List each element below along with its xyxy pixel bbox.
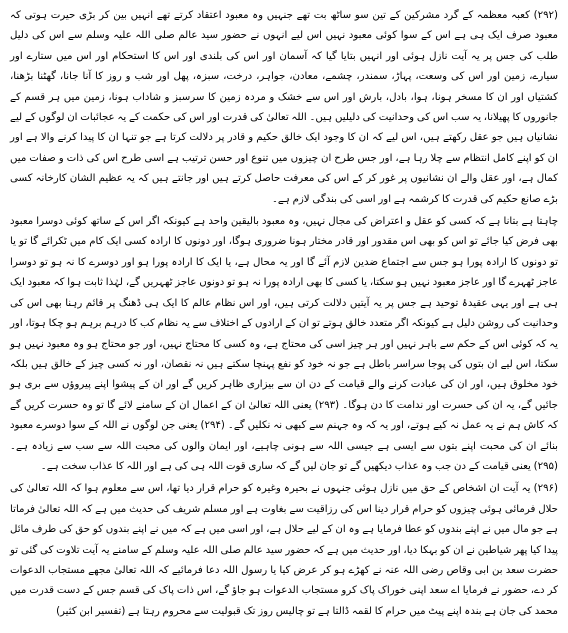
commentary-paragraph-2: چاہتا ہے بتانا ہے کہ کسی کو عقل و اعتراض کی مجال نہیں، وہ معبود بالیقین واحد ہے کیونکہ اگر اس کے ساتھ کوئی دوسرا معبود بھی فرض کیا جائے تو اس کو بھی اس مقدور اور قادر مختار ہونا ضروری ہوگا، اور دونوں کا ارادہ کسی ایک کام میں ٹکرائے گا تو یا تو دونوں کا ارادہ پورا ہو جس سے اجتماع ضدین لازم آئے گا اور یہ محال ہے، یا ایک کا ارادہ پورا ہو اور دوسرے کا نہ ہو تو دوسرا عاجز ٹھہرے گا اور عاجز معبود نہیں ہو سکتا، یا کسی کا بھی ارادہ پورا نہ ہو تو دونوں عاجز ٹھہریں گے، لہٰذا ثابت ہوا کہ معبود ایک ہی ہے اور یہی عقیدۂ توحید ہے جس پر یہ آیتیں دلالت کرتی ہیں، اور اس نظام عالم کا ایک ہی ڈھنگ پر قائم رہنا بھی اس کی وحدانیت کی روشن دلیل ہے کیونکہ اگر متعدد خالق ہوتے تو ان کے ارادوں کے اختلاف سے یہ نظام کب کا درہم برہم ہو چکا ہوتا، اور یہ کہ کوئی اس کے حکم سے باہر نہیں اور ہر چیز اسی کی محتاج ہے، وہ کسی کا محتاج نہیں، اور جو محتاج ہو وہ معبود نہیں ہو سکتا، اس لیے ان بتوں کی پوجا سراسر باطل ہے جو نہ خود کو نفع پہنچا سکتے ہیں نہ نقصان، اور نہ کسی چیز کے خالق ہیں بلکہ خود مخلوق ہیں، اور ان کی عبادت کرنے والے قیامت کے دن ان سے بیزاری ظاہر کریں گے اور ان کے پیشوا اپنے پیروؤں سے بری ہو جائیں گے، یہ ان کی حسرت اور ندامت کا دن ہوگا۔ (۲۹۳) یعنی اللہ تعالیٰ ان کے اعمال ان کے سامنے لائے گا تو وہ حسرت کریں گے کہ کاش ہم نے یہ عمل نہ کیے ہوتے، اور یہ کہ وہ جہنم سے کبھی نہ نکلیں گے۔ (۲۹۴) یعنی جن لوگوں نے اللہ کے سوا دوسرے معبود بنائے ان کی محبت اپنے بتوں سے ایسی ہے جیسی اللہ سے ہونی چاہیے، اور ایمان والوں کی محبت اللہ سے سب سے زیادہ ہے۔ (۲۹۵) یعنی قیامت کے دن جب وہ عذاب دیکھیں گے تو جان لیں گے کہ ساری قوت اللہ ہی کی ہے اور اللہ کا عذاب سخت ہے۔ [10, 216, 558, 472]
commentary-paragraph-3: (۲۹۶) یہ آیت ان اشخاص کے حق میں نازل ہوئی جنہوں نے بحیرہ وغیرہ کو حرام قرار دیا تھا، اس سے معلوم ہوا کہ اللہ تعالیٰ کی حلال فرمائی ہوئی چیزوں کو حرام قرار دینا اس کی رزاقیت سے بغاوت ہے اور مسلم شریف کی حدیث میں ہے کہ اللہ تعالیٰ فرماتا ہے جو مال میں نے اپنے بندوں کو عطا فرمایا ہے وہ ان کے لیے حلال ہے، اور اسی میں ہے کہ میں نے اپنے بندوں کو حق کی طرف مائل پیدا کیا پھر شیاطین نے ان کو بہکا دیا، اور حدیث میں ہے کہ حضور سید عالم صلی اللہ علیہ وسلم کے سامنے یہ آیت تلاوت کی گئی تو حضرت سعد بن ابی وقاص رضی اللہ عنہ نے کھڑے ہو کر عرض کیا یا رسول اللہ دعا فرمائیے کہ اللہ تعالیٰ مجھے مستجاب الدعوات کر دے، حضور نے فرمایا اے سعد اپنی خوراک پاک کرو مستجاب الدعوات ہو جاؤ گے، اس ذات پاک کی قسم جس کے دست قدرت میں محمد کی جان ہے بندہ اپنے پیٹ میں حرام کا لقمہ ڈالتا ہے تو چالیس روز تک قبولیت سے محروم رہتا ہے (تفسیر ابن کثیر) [10, 483, 558, 617]
commentary-paragraph-1: (۲۹۲) کعبہ معظمہ کے گرد مشرکین کے تین سو ساٹھ بت تھے جنہیں وہ معبود اعتقاد کرتے تھے انہیں بین کر بڑی حیرت ہوتی کہ معبود صرف ایک ہی ہے اس کے سوا کوئی معبود نہیں اس لیے انہوں نے حضور سید عالم صلی اللہ علیہ وسلم سے اس کی دلیل طلب کی جس پر یہ آیت نازل ہوئی اور انہیں بتایا گیا کہ آسمان اور اس کی بلندی اور اس کا استحکام اور اس میں ستارے اور سیارے، زمین اور اس کی وسعت، پہاڑ، سمندر، چشمے، معادن، جواہر، درخت، سبزہ، پھل اور شب و روز کا آنا جانا، گھٹنا بڑھنا، کشتیاں اور ان کا مسخر ہونا، ہوا، بادل، بارش اور اس سے خشک و مردہ زمین کا سرسبز و شاداب ہونا، زمین میں ہر قسم کے جانوروں کا پھیلانا، یہ سب اس کی وحدانیت کی دلیلیں ہیں۔ اللہ تعالیٰ کی قدرت اور اس کی حکمت کے یہ عجائبات ان لوگوں کے لیے نشانیاں ہیں جو عقل رکھتے ہیں، اس لیے کہ ان کا وجود ایک خالق حکیم و قادر پر دلالت کرتا ہے جو تنہا ان کا پیدا کرنے والا ہے اور ان کو اپنے کامل انتظام سے چلا رہا ہے، اور جس طرح ان چیزوں میں تنوع اور حسن ترتیب ہے اسی طرح اس کی ذات و صفات میں کمال ہے، اور عقل والے ان نشانیوں پر غور کر کے اس کی معرفت حاصل کرتے ہیں اور جانتے ہیں کہ یہ عظیم الشان کارخانہ کسی بڑے صانع حکیم کی قدرت کا کرشمہ ہے اور اسی کی بندگی لازم ہے۔ [10, 10, 558, 205]
